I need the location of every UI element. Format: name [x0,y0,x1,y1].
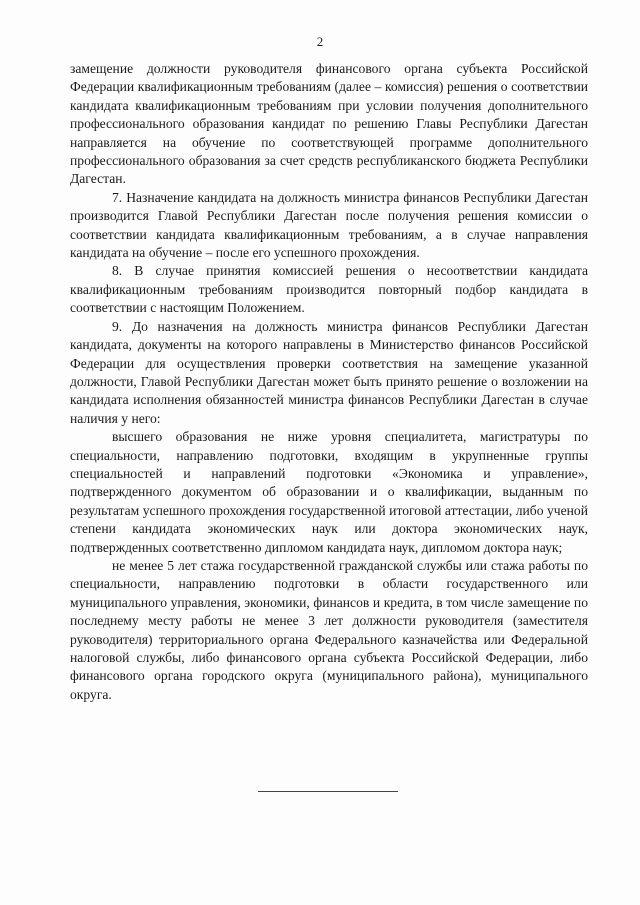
paragraph-item-9: 9. До назначения на должность министра финансов Республики Дагестан кандидата, документы на которого направлены в Министерство финансов Российской Федерации для осуществления проверки соответствия на замещение указанной должности, Главой Республики Дагестан может быть принято решение о возложении на кандидата исполнения обязанностей министра финансов Республики Дагестан в случае наличия у него: [70,318,588,426]
paragraph-item-7: 7. Назначение кандидата на должность министра финансов Республики Дагестан производится Главой Республики Дагестан после получения решения комиссии о соответствии кандидата квалификационным требованиям, а в случае направления кандидата на обучение – после его успешного прохождения. [70,189,588,261]
paragraph-education-requirement: высшего образования не ниже уровня специалитета, магистратуры по специальности, направлению подготовки, входящим в укрупненные группы специальностей и направлений подготовки «Экономика и управление», подтвержденного документом об образовании и о квалификации, выданным по результатам успешного прохождения государственной итоговой аттестации, либо ученой степени кандидата экономических наук или доктора экономических наук, подтвержденных соответственно дипломом кандидата наук, дипломом доктора наук; [70,429,588,555]
end-of-document-line [258,791,398,792]
document-body [70,60,588,704]
paragraph-continuation: замещение должности руководителя финансового органа субъекта Российской Федерации квалификационным требованиям (далее – комиссия) решения о соответствии кандидата квалификационным требованиям при условии получения дополнительного профессионального образования кандидат по решению Главы Республики Дагестан направляется на обучение по соответствующей программе дополнительного профессионального образования за счет средств республиканского бюджета Республики Дагестан. [70,61,588,187]
page-number: 2 [316,34,324,49]
paragraph-experience-requirement: не менее 5 лет стажа государственной гражданской службы или стажа работы по специальности, направлению подготовки в области государственного или муниципального управления, экономики, финансов и кредита, в том числе замещение по последнему месту работы не менее 3 лет должности руководителя (заместителя руководителя) территориального органа Федерального казначейства или Федеральной налоговой службы, либо финансового органа субъекта Российской Федерации, либо финансового органа городского округа (муниципального района), муниципального округа. [70,557,588,702]
paragraph-item-8: 8. В случае принятия комиссией решения о несоответствии кандидата квалификационным требованиям производится повторный подбор кандидата в соответствии с настоящим Положением. [70,263,588,316]
